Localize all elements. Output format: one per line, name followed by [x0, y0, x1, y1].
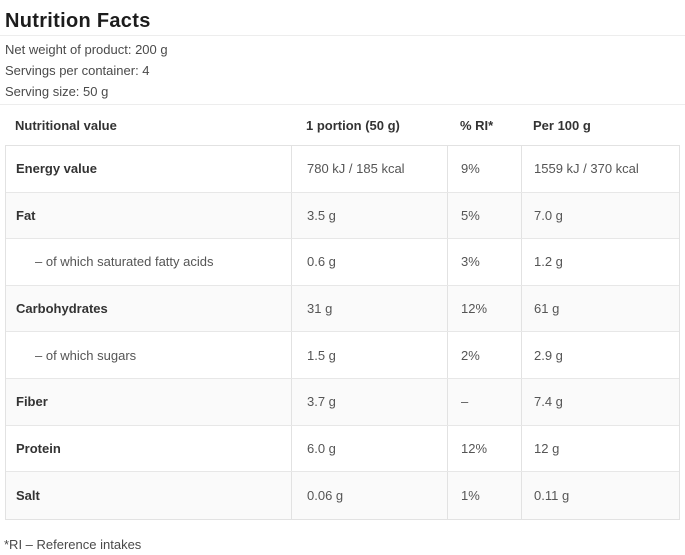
- per-100g-value: 1559 kJ / 370 kcal: [521, 146, 679, 192]
- table-row-carbohydrates: [6, 286, 679, 333]
- nutrient-label: – of which saturated fatty acids: [35, 254, 214, 270]
- nutrient-label: – of which sugars: [35, 347, 137, 363]
- title-divider: [0, 35, 685, 36]
- ri-value: 12%: [447, 426, 521, 472]
- portion-value: 6.0 g: [291, 426, 447, 472]
- table-row-fat: [6, 193, 679, 240]
- per-100g-value: 2.9 g: [521, 332, 679, 378]
- nutrient-label: Protein: [16, 440, 61, 456]
- portion-value: 0.06 g: [291, 472, 447, 519]
- table-row-energy: [6, 146, 679, 193]
- reference-intakes-footnote: *RI – Reference intakes: [4, 536, 142, 552]
- per-100g-value: 61 g: [521, 286, 679, 332]
- ri-value: –: [447, 379, 521, 425]
- ri-value: 2%: [447, 332, 521, 378]
- ri-value: 5%: [447, 193, 521, 239]
- per-100g-value: 0.11 g: [521, 472, 679, 519]
- per-100g-value: 7.4 g: [521, 379, 679, 425]
- column-header-portion: 1 portion (50 g): [306, 117, 400, 133]
- ri-value: 9%: [447, 146, 521, 192]
- ri-value: 12%: [447, 286, 521, 332]
- column-header-ri: % RI*: [460, 117, 494, 133]
- nutrient-label: Salt: [16, 487, 40, 503]
- table-row-saturated-fat: [6, 239, 679, 286]
- table-row-salt: [6, 472, 679, 519]
- portion-value: 1.5 g: [291, 332, 447, 378]
- ri-value: 3%: [447, 239, 521, 285]
- column-header-per-100g: Per 100 g: [533, 117, 591, 133]
- nutrient-label: Fiber: [16, 394, 48, 410]
- table-header-row: [0, 105, 685, 145]
- per-100g-value: 7.0 g: [521, 193, 679, 239]
- page-title: Nutrition Facts: [5, 10, 151, 32]
- net-weight-text: Net weight of product: 200 g: [5, 42, 168, 57]
- nutrient-label: Carbohydrates: [16, 301, 108, 317]
- per-100g-value: 1.2 g: [521, 239, 679, 285]
- portion-value: 31 g: [291, 286, 447, 332]
- nutrient-label: Fat: [16, 207, 36, 223]
- portion-value: 3.5 g: [291, 193, 447, 239]
- portion-value: 780 kJ / 185 kcal: [291, 146, 447, 192]
- nutrient-label: Energy value: [16, 161, 97, 177]
- column-header-nutritional-value: Nutritional value: [15, 117, 117, 133]
- table-row-protein: [6, 426, 679, 473]
- table-row-fiber: [6, 379, 679, 426]
- per-100g-value: 12 g: [521, 426, 679, 472]
- product-meta: [5, 39, 685, 102]
- table-row-sugars: [6, 332, 679, 379]
- portion-value: 3.7 g: [291, 379, 447, 425]
- nutrition-table: [5, 145, 680, 520]
- servings-per-container-text: Servings per container: 4: [5, 63, 150, 78]
- portion-value: 0.6 g: [291, 239, 447, 285]
- serving-size-text: Serving size: 50 g: [5, 84, 109, 99]
- ri-value: 1%: [447, 472, 521, 519]
